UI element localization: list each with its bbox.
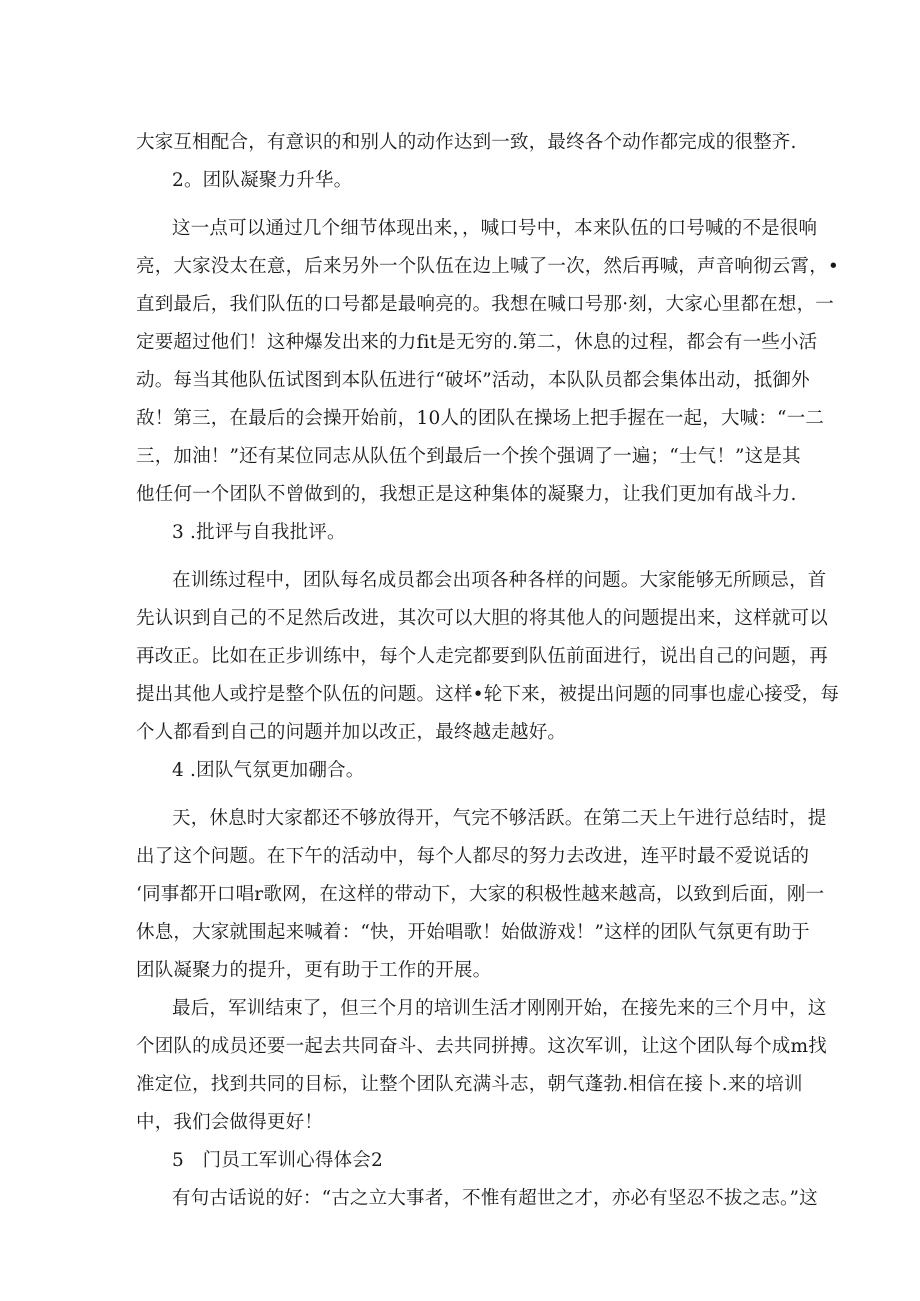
body-text-line: 亮，大家没太在意，后来另外一个队伍在边上喊了一次，然后再喊，声音响彻云霄，• bbox=[136, 256, 840, 277]
body-text-line: 提出其他人或拧是整个队伍的问题。这样•轮下来，被提出问题的同事也虚心接受，每 bbox=[136, 684, 840, 705]
body-text-line: 在训练过程中，团队每名成员都会出项各种各样的问题。大家能够无所顾忌，首 bbox=[172, 570, 827, 591]
body-text-line: 先认识到自己的不足然后改进，其次可以大胆的将其他人的问题提出来，这样就可以 bbox=[136, 608, 828, 629]
body-text-line: 最后，军训结束了，但三个月的培训生活才刚刚开始，在接先来的三个月中，这 bbox=[172, 998, 827, 1019]
body-text-line: 定要超过他们！这种爆发出来的力fit是无穷的.第二，休息的过程，都会有一些小活 bbox=[136, 332, 818, 353]
section-heading: 3 .批评与自我批评。 bbox=[172, 522, 346, 543]
body-text-line: 天，休息时大家都还不够放得开，气完不够活跃。在第二天上午进行总结时，提 bbox=[172, 808, 827, 829]
body-text-line: 动。每当其他队伍试图到本队伍进行“破坏”活动，本队队员都会集体出动，抵御外 bbox=[136, 370, 810, 391]
body-text-line: 再改正。比如在正步训练中，每个人走完都要到队伍前面进行，说出自己的问题，再 bbox=[136, 646, 828, 667]
body-text-line: 个团队的成员还要一起去共同奋斗、去共同拼搏。这次军训，让这个团队每个成m找 bbox=[136, 1036, 827, 1057]
body-text-line: 个人都看到自己的问题并加以改正，最终越走越好。 bbox=[136, 722, 567, 743]
body-text-line: 敌！第三，在最后的会操开始前，10人的团队在操场上把手握在一起，大喊：“一二 bbox=[136, 408, 825, 429]
body-text-line: 他任何一个团队不曾做到的，我想正是这种集体的凝聚力，让我们更加有战斗力. bbox=[136, 484, 797, 505]
body-text-line: 中，我们会做得更好！ bbox=[136, 1112, 324, 1133]
body-text-line: 直到最后，我们队伍的口号都是最响亮的。我想在喊口号那·刻，大家心里都在想，一 bbox=[136, 294, 834, 315]
section-heading: 5 门员工军训心得体会2 bbox=[172, 1150, 383, 1171]
body-text-line: 准定位，找到共同的目标，让整个团队充满斗志，朝气蓬勃.相信在接卜.来的培训 bbox=[136, 1074, 803, 1095]
body-text-line: 有句古话说的好：“古之立大事者，不惟有超世之才，亦必有坚忍不拔之志。”这 bbox=[172, 1188, 818, 1209]
section-heading: 2。团队凝聚力升华。 bbox=[172, 170, 353, 191]
body-text-line: 大家互相配合，有意识的和别人的动作达到一致，最终各个动作都完成的很整齐. bbox=[136, 132, 797, 153]
body-text-line: 团队凝聚力的提升，更有助于工作的开展。 bbox=[136, 960, 492, 981]
body-text-line: 这一点可以通过几个细节体现出来，，喊口号中，本来队伍的口号喊的不是很响 bbox=[172, 218, 818, 239]
body-text-line: ‘同事都开口唱r歌网，在这样的带动下，大家的积极性越来越高，以致到后面，刚一 bbox=[136, 884, 825, 905]
body-text-line: 三，加油！”还有某位同志从队伍个到最后一个挨个强调了一遍；“士气！”这是其 bbox=[136, 446, 801, 467]
body-text-line: 休息，大家就围起来喊着：“快，开始唱歌！始做游戏！”这样的团队气氛更有助于 bbox=[136, 922, 810, 943]
body-text-line: 出了这个问题。在下午的活动中，每个人都尽的努力去改进，连平时最不爱说话的 bbox=[136, 846, 810, 867]
section-heading: 4 .团队气氛更加硼合。 bbox=[172, 760, 365, 781]
